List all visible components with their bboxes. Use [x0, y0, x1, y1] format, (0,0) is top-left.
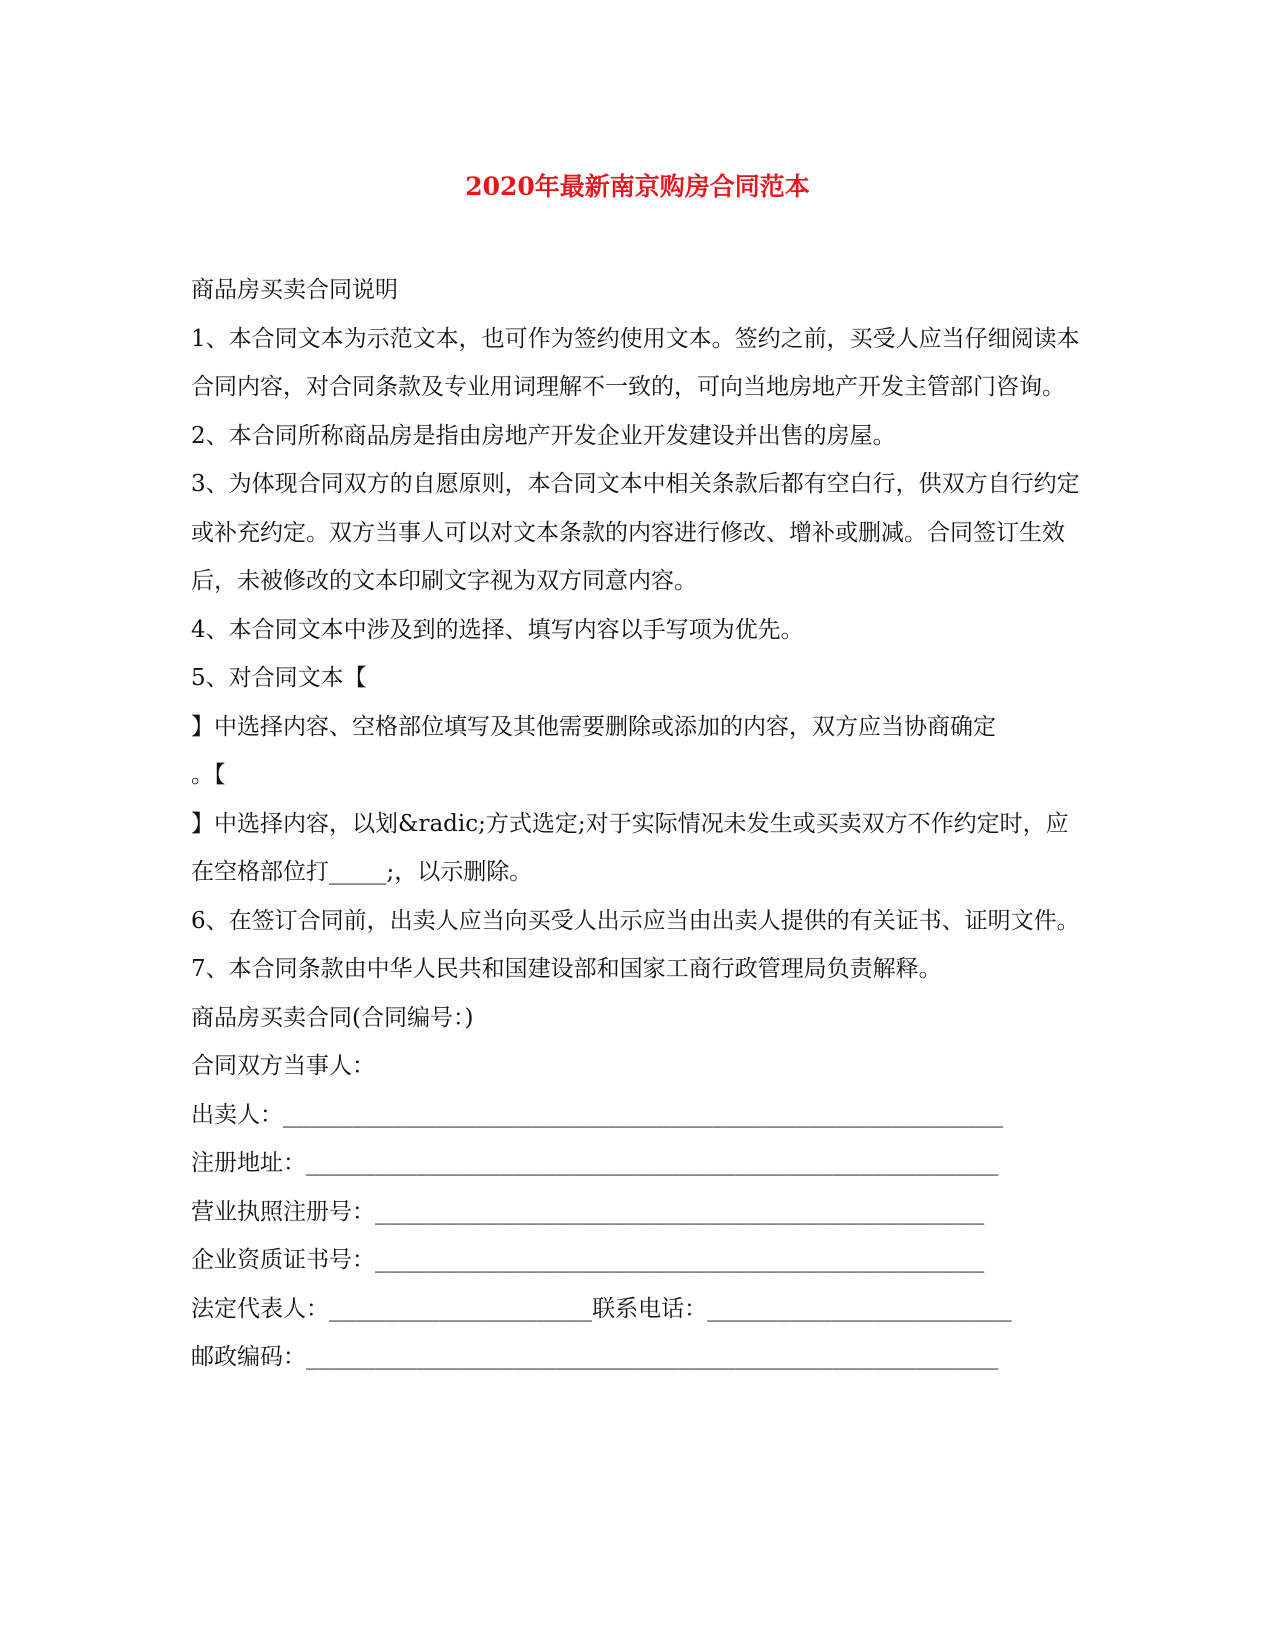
legal-rep-phone-field	[191, 1285, 1081, 1334]
seller-label: 出卖人：	[191, 1101, 283, 1128]
seller-field	[191, 1091, 1081, 1140]
qualification-field	[191, 1236, 1081, 1285]
address-label: 注册地址：	[191, 1150, 306, 1176]
license-blank: ____________________________________________	[375, 1198, 985, 1225]
qualification-label: 企业资质证书号：	[191, 1247, 375, 1273]
address-blank: __________________________________________________	[306, 1150, 999, 1176]
postal-field	[191, 1333, 1081, 1382]
parties-heading: 合同双方当事人：	[191, 1053, 375, 1079]
document-body	[191, 266, 1081, 1382]
seller-blank: ____________________________________________________	[283, 1101, 1004, 1128]
clause-5-line-2: 】中选择内容、空格部位填写及其他需要删除或添加的内容，双方应当协商确定	[191, 713, 996, 740]
clause-6: 6、在签订合同前，出卖人应当向买受人出示应当由出卖人提供的有关证书、证明文件。	[191, 907, 1080, 934]
phone-label: 联系电话：	[592, 1295, 708, 1322]
clause-7: 7、本合同条款由中华人民共和国建设部和国家工商行政管理局负责解释。	[191, 956, 942, 982]
document-title: 2020年最新南京购房合同范本	[465, 172, 810, 201]
license-field	[191, 1188, 1081, 1237]
clause-1: 1、本合同文本为示范文本，也可作为签约使用文本。签约之前，买受人应当仔细阅读本合同内容，对合同条款及专业用词理解不一致的，可向当地房地产开发主管部门咨询。	[191, 325, 1080, 400]
legal-rep-blank: ___________________	[329, 1295, 593, 1322]
license-label: 营业执照注册号：	[191, 1198, 375, 1225]
section-heading: 商品房买卖合同说明	[191, 277, 398, 303]
phone-blank: ______________________	[707, 1295, 1012, 1322]
address-field	[191, 1139, 1081, 1188]
clause-5-line-3: 。【	[191, 762, 226, 788]
clause-5-line-4: 】中选择内容，以划&radic;方式选定;对于实际情况未发生或买卖双方不作约定时，应在空格部位打_____;，以示删除。	[191, 810, 1069, 885]
qualification-blank: ____________________________________________	[375, 1247, 985, 1273]
postal-blank: __________________________________________________	[306, 1344, 999, 1370]
contract-heading: 商品房买卖合同(合同编号：)	[191, 1004, 474, 1031]
clause-4: 4、本合同文本中涉及到的选择、填写内容以手写项为优先。	[191, 616, 804, 643]
clause-5-line-1: 5、对合同文本【	[191, 665, 367, 691]
legal-rep-label: 法定代表人：	[191, 1295, 329, 1322]
clause-3: 3、为体现合同双方的自愿原则，本合同文本中相关条款后都有空白行，供双方自行约定或补充约定。双方当事人可以对文本条款的内容进行修改、增补或删减。合同签订生效后，未被修改的文本印刷文字视为双方同意内容。	[191, 471, 1080, 594]
clause-2: 2、本合同所称商品房是指由房地产开发企业开发建设并出售的房屋。	[191, 422, 896, 449]
postal-label: 邮政编码：	[191, 1344, 306, 1370]
